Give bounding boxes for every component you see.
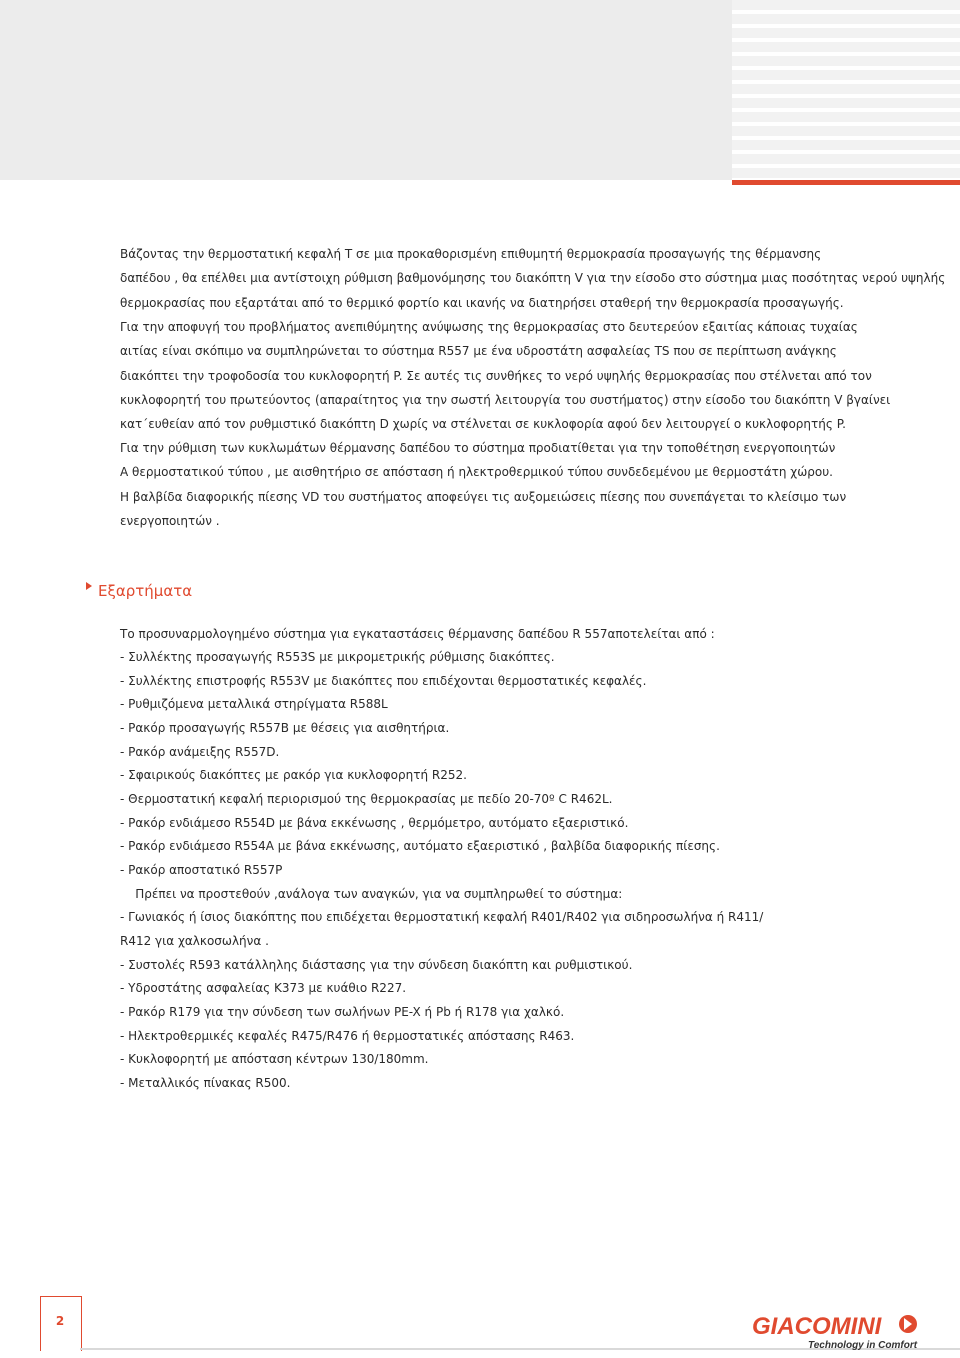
list-item: - Μεταλλικός πίνακας R500.: [120, 1075, 291, 1090]
list-item: - Ρακόρ ενδιάμεσο R554D με βάνα εκκένωσης , θερμόμετρο, αυτόματο εξαεριστικό.: [120, 815, 629, 830]
list-item: - Υδροστάτης ασφαλείας K373 με κυάθιο R227.: [120, 981, 407, 996]
p2-line: Για την αποφυγή του προβλήματος ανεπιθύμητης ανύψωσης της θερμοκρασίας στο δευτερεύον εξαιτίας κάποιας τυχαίας: [120, 320, 858, 334]
list-item: - Ρυθμιζόμενα μεταλλικά στηρίγματα R588L: [120, 697, 388, 712]
p1-line: Βάζοντας την θερμοστατική κεφαλή T σε μια προκαθορισμένη επιθυμητή θερμοκρασία προσαγωγής της θέρμανσης: [120, 247, 822, 261]
list-item: - Ρακόρ προσαγωγής R557B με θέσεις για αισθητήρια.: [120, 720, 450, 735]
list-item: - Ρακόρ αποστατικό R557P: [120, 862, 283, 877]
components-list: [120, 646, 860, 1095]
section-title: Εξαρτήματα: [98, 582, 193, 600]
logo-brand: GIACOMINI: [752, 1313, 882, 1340]
paragraph-safety-thermostat: [120, 315, 891, 436]
list-item: - Ρακόρ R179 για την σύνδεση των σωλήνων PE-X ή Pb ή R178 για χαλκό.: [120, 1004, 565, 1019]
list-item: - Συλλέκτης επιστροφής R553V με διακόπτες που επιδέχονται θερμοστατικές κεφαλές.: [120, 673, 647, 688]
giacomini-logo: [752, 1306, 922, 1352]
header-band: [0, 0, 960, 180]
p3-line: ενεργοποιητών .: [120, 513, 220, 528]
list-item: - Κυκλοφορητή με απόσταση κέντρων 130/180mm.: [120, 1052, 429, 1067]
list-item: - Γωνιακός ή ίσιος διακόπτης που επιδέχεται θερμοστατική κεφαλή R401/R402 για σιδηροσωλήνα ή R411/: [120, 910, 764, 925]
paragraph-actuators: [120, 436, 860, 533]
p1-line: θερμοκρασίας που εξαρτάται από το θερμικό φορτίο και ικανής να διατηρήσει σταθερή την θερμοκρασία προσαγωγής.: [120, 295, 844, 310]
p2-line: αιτίας είναι σκόπιμο να συμπληρώνεται το σύστημα R557 με ένα υδροστάτη ασφαλείας TS που σε περίπτωση ανάγκης: [120, 344, 837, 359]
p2-line: κυκλοφορητή του πρωτεύοντος (απαραίτητος για την σωστή λειτουργία του συστήματος) στην είσοδο του διακόπτη V βγαίνει: [120, 392, 891, 407]
logo-tagline: Technology in Comfort: [808, 1340, 918, 1351]
header-accent-bar: [732, 180, 960, 185]
list-item: - Ρακόρ ενδιάμεσο R554A με βάνα εκκένωσης, αυτόματο εξαεριστικό , βαλβίδα διαφορικής πίεσης.: [120, 839, 720, 854]
list-item: - Ρακόρ ανάμειξης R557D.: [120, 744, 280, 759]
p1-line: δαπέδου , θα επέλθει μια αντίστοιχη ρύθμιση βαθμονόμησης του διακόπτη V για την είσοδο στο σύστημα μιας ποσότητας νερού υψηλής: [120, 271, 946, 286]
p2-line: κατ΄ευθείαν από τον ρυθμιστικό διακόπτη D χωρίς να στέλνεται σε κυκλοφορία αφού δεν λειτουργεί ο κυκλοφορητής P.: [120, 417, 846, 432]
list-item: R412 για χαλκοσωλήνα .: [120, 933, 269, 948]
list-item: - Ηλεκτροθερμικές κεφαλές R475/R476 ή θερμοστατικές απόστασης R463.: [120, 1028, 575, 1043]
p3-line: Για την ρύθμιση των κυκλωμάτων θέρμανσης δαπέδου το σύστημα προδιατίθεται για την τοποθέτηση ενεργοποιητών: [120, 441, 836, 455]
p2-line: διακόπτει την τροφοδοσία του κυκλοφορητή P. Σε αυτές τις συνθήκες το νερό υψηλής θερμοκρασίας που στέλνεται από τον: [120, 368, 872, 383]
list-item: Πρέπει να προστεθούν ,ανάλογα των αναγκών, για να συμπληρωθεί το σύστημα:: [120, 886, 623, 901]
section-heading: [86, 580, 192, 602]
list-item: - Συστολές R593 κατάλληλης διάστασης για την σύνδεση διακόπτη και ρυθμιστικού.: [120, 957, 633, 972]
triangle-bullet-icon: [86, 582, 92, 590]
list-item: - Θερμοστατική κεφαλή περιορισμού της θερμοκρασίας με πεδίο 20-70º C R462L.: [120, 791, 613, 806]
p3-line: A θερμοστατικού τύπου , με αισθητήριο σε απόσταση ή ηλεκτροθερμικού τύπου συνδεδεμένου με θερμοστάτη χώρου.: [120, 465, 833, 480]
list-item: - Συλλέκτης προσαγωγής R553S με μικρομετρικής ρύθμισης διακόπτες.: [120, 650, 555, 664]
p3-line: Η βαλβίδα διαφορικής πίεσης VD του συστήματος αποφεύγει τις αυξομειώσεις πίεσης που συνεπάγεται το κλείσιμο των: [120, 489, 847, 504]
components-intro: Το προσυναρμολογημένο σύστημα για εγκαταστάσεις θέρμανσης δαπέδου R 557αποτελείται από :: [120, 627, 715, 641]
list-item: - Σφαιρικούς διακόπτες με ρακόρ για κυκλοφορητή R252.: [120, 768, 467, 783]
header-stripe: [732, 0, 960, 180]
paragraph-thermostatic-head: [120, 242, 946, 315]
page-number: 2: [55, 1314, 65, 1328]
